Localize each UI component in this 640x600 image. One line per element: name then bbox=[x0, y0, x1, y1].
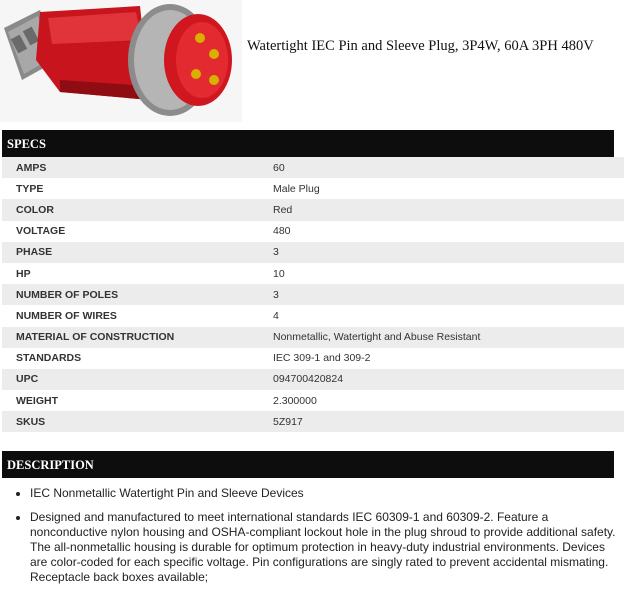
specs-heading: SPECS bbox=[7, 137, 46, 151]
spec-value: IEC 309-1 and 309-2 bbox=[273, 352, 371, 365]
spec-label: STANDARDS bbox=[16, 352, 82, 365]
product-image bbox=[0, 0, 242, 122]
spec-value: 4 bbox=[273, 309, 279, 322]
product-title: Watertight IEC Pin and Sleeve Plug, 3P4W, 60A 3PH 480V bbox=[247, 38, 594, 54]
description-heading-bar bbox=[2, 451, 626, 478]
spec-label: TYPE bbox=[16, 182, 44, 195]
spec-value: 5Z917 bbox=[273, 415, 303, 428]
spec-label: VOLTAGE bbox=[16, 225, 66, 238]
spec-label: PHASE bbox=[16, 246, 53, 259]
spec-row bbox=[2, 263, 624, 284]
spec-label: NUMBER OF WIRES bbox=[16, 309, 117, 322]
spec-label: HP bbox=[16, 267, 31, 280]
spec-value: 2.300000 bbox=[273, 394, 317, 407]
spec-value: 3 bbox=[273, 246, 279, 259]
spec-row bbox=[2, 369, 624, 390]
spec-row bbox=[2, 221, 624, 242]
spec-label: WEIGHT bbox=[16, 394, 58, 407]
specs-heading-bar bbox=[2, 130, 626, 157]
plug-icon bbox=[0, 0, 242, 122]
spec-label: UPC bbox=[16, 373, 39, 386]
spec-value: 10 bbox=[273, 267, 285, 280]
description-body bbox=[12, 486, 624, 594]
description-item: • Designed and manufactured to meet international standards IEC 60309-1 and 60309-2. Feature a nonconductive nylon housing and OSHA-compliant lockout hole in the plug shroud to provide additional safety. The all-nonmetallic housing is durable for optimum protection in heavy-duty industrial environments. Devices are color-coded for each specific voltage. Pin configurations are singly rated to prevent accidental mismating. Receptacle back boxes available; bbox=[30, 510, 624, 585]
spec-row bbox=[2, 411, 624, 432]
bar-notch bbox=[614, 451, 626, 478]
spec-label: SKUS bbox=[16, 415, 46, 428]
spec-label: AMPS bbox=[16, 161, 47, 174]
specs-table bbox=[2, 157, 624, 432]
spec-value: Red bbox=[273, 203, 293, 216]
spec-row bbox=[2, 284, 624, 305]
spec-label: MATERIAL OF CONSTRUCTION bbox=[16, 331, 175, 344]
spec-row bbox=[2, 305, 624, 326]
spec-row bbox=[2, 327, 624, 348]
product-header bbox=[0, 0, 640, 125]
spec-value: Male Plug bbox=[273, 182, 320, 195]
bar-notch bbox=[614, 130, 626, 157]
spec-value: 3 bbox=[273, 288, 279, 301]
spec-value: 480 bbox=[273, 225, 291, 238]
spec-row bbox=[2, 390, 624, 411]
spec-row bbox=[2, 348, 624, 369]
spec-row bbox=[2, 242, 624, 263]
spec-label: COLOR bbox=[16, 203, 54, 216]
spec-label: NUMBER OF POLES bbox=[16, 288, 119, 301]
spec-row bbox=[2, 157, 624, 178]
spec-row bbox=[2, 178, 624, 199]
spec-row bbox=[2, 199, 624, 220]
description-item: • IEC Nonmetallic Watertight Pin and Sleeve Devices bbox=[30, 486, 624, 501]
spec-value: 60 bbox=[273, 161, 285, 174]
description-heading: DESCRIPTION bbox=[7, 458, 94, 472]
spec-value: 094700420824 bbox=[273, 373, 344, 386]
spec-value: Nonmetallic, Watertight and Abuse Resistant bbox=[273, 331, 481, 344]
